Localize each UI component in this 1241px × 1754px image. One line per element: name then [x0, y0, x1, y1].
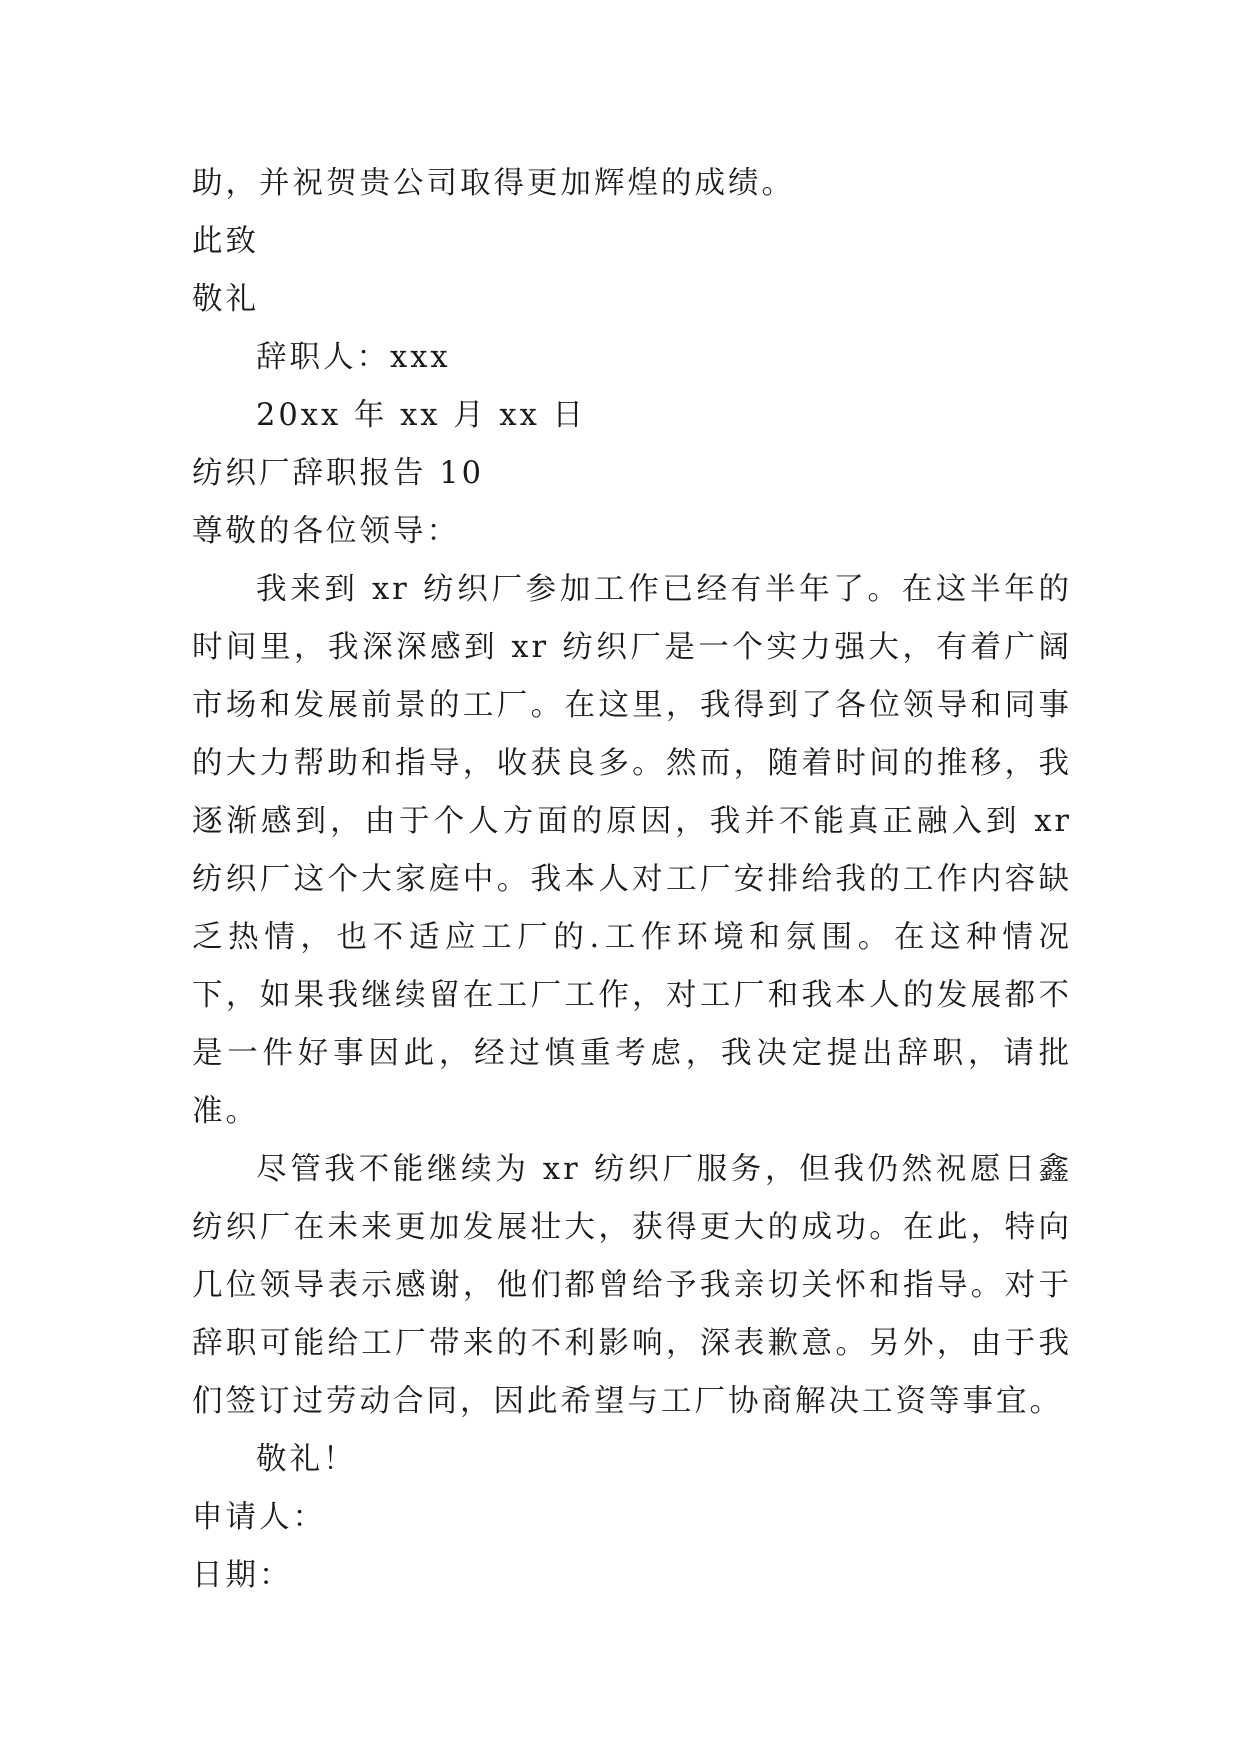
applicant-label: 申请人：: [192, 1500, 326, 1535]
section-title: 纺织厂辞职报告 10: [192, 456, 485, 491]
regards-line: 敬礼！: [256, 1442, 357, 1477]
closing-line-2: 敬礼: [192, 282, 259, 317]
salutation: 尊敬的各位领导：: [192, 514, 460, 549]
continuation-line: 助，并祝贺贵公司取得更加辉煌的成绩。: [192, 166, 795, 201]
resigner-signature: 辞职人：xxx: [256, 340, 451, 375]
body-paragraph-2: 尽管我不能继续为 xr 纺织厂服务，但我仍然祝愿日鑫纺织厂在未来更加发展壮大，获得更大的成功。在此，特向几位领导表示感谢，他们都曾给予我亲切关怀和指导。对于辞职可能给工厂带来的不利影响，深表歉意。另外，由于我们签订过劳动合同，因此希望与工厂协商解决工资等事宜。: [192, 1152, 1072, 1419]
document-page: [192, 155, 1072, 1605]
signature-date: 20xx 年 xx 月 xx 日: [256, 398, 586, 433]
body-paragraph-1: 我来到 xr 纺织厂参加工作已经有半年了。在这半年的时间里，我深深感到 xr 纺织厂是一个实力强大，有着广阔市场和发展前景的工厂。在这里，我得到了各位领导和同事的大力帮助和指导，收获良多。然而，随着时间的推移，我逐渐感到，由于个人方面的原因，我并不能真正融入到 xr 纺织厂这个大家庭中。我本人对工厂安排给我的工作内容缺乏热情，也不适应工厂的.工作环境和氛围。在这种情况下，如果我继续留在工厂工作，对工厂和我本人的发展都不是一件好事因此，经过慎重考虑，我决定提出辞职，请批准。: [192, 572, 1072, 1129]
closing-line-1: 此致: [192, 224, 259, 259]
date-label: 日期：: [192, 1558, 293, 1593]
